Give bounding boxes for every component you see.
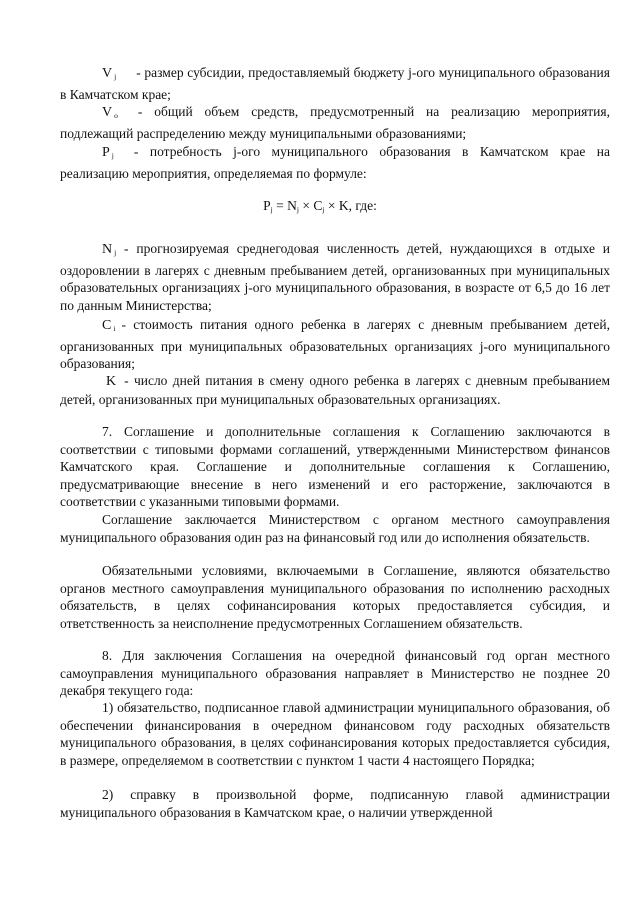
formula-equals: = xyxy=(272,198,288,213)
symbol-ci: C xyxy=(102,318,112,333)
formula-times-1: × xyxy=(298,198,314,213)
symbol-vj: V xyxy=(102,66,113,81)
formula-lhs: P xyxy=(263,198,271,213)
list-item-1: 1) обязательство, подписанное главой администрации муниципального образования, об обеспечении финансирования в очередном финансовом году расходных обязательств муниципального образования, в целях софинансирования которых предоставляется субсидия, в размере, определяемом в соответствии с пунктом 1 части 4 настоящего Порядка; xyxy=(60,700,610,768)
formula-lhs-subscript: j xyxy=(270,205,273,214)
symbol-pj: P xyxy=(102,145,110,160)
formula-c: C xyxy=(313,198,323,213)
definition-nj xyxy=(60,240,610,314)
formula-c-subscript: j xyxy=(322,205,325,214)
definition-vo-text: - общий объем средств, предусмотренный на реализацию мероприятия, подлежащий распределению между муниципальными образованиями; xyxy=(60,104,610,141)
definition-k xyxy=(60,372,610,408)
symbol-nj-subscript: j xyxy=(114,248,117,257)
definition-ci xyxy=(60,316,610,373)
definition-k-text: - число дней питания в смену одного ребенка в лагерях с дневным пребыванием детей, организованных при муниципальных образовательных организациях. xyxy=(60,373,610,407)
definition-pj-text: - потребность j-ого муниципального образования в Камчатском крае на реализацию мероприятия, определяемая по формуле: xyxy=(60,144,610,181)
definition-ci-text: - стоимость питания одного ребенка в лагерях с дневным пребыванием детей, организованных при муниципальных образовательных организациях j-ого муниципального образования; xyxy=(60,317,610,372)
paragraph-obligations: Обязательными условиями, включаемыми в Соглашение, являются обязательство органов местного самоуправления муниципального образования по исполнению расходных обязательств, в целях софинансирования которых предоставляется субсидия, и ответственность за неисполнение предусмотренных Соглашением обязательств. xyxy=(60,563,610,631)
definition-vo xyxy=(60,103,610,142)
definition-vj xyxy=(60,64,610,103)
formula-pj xyxy=(0,197,640,219)
definition-nj-text: - прогнозируемая среднегодовая численность детей, нуждающихся в отдыхе и оздоровлении в лагерях с дневным пребыванием детей, организованных при муниципальных образовательных организациях j-ого муниципального образования, в возрасте от 6,5 до 16 лет по данным Министерства; xyxy=(60,241,610,313)
paragraph-7: 7. Соглашение и дополнительные соглашения к Соглашению заключаются в соответствии с типовыми формами соглашений, утвержденными Министерством финансов Камчатского края. Соглашение и дополнительные соглашения к Соглашению, предусматривающие внесение в него изменений и его расторжение, заключаются в соответствии с указанными типовыми формами. xyxy=(60,424,610,510)
definition-vj-text: - размер субсидии, предоставляемый бюджету j-ого муниципального образования в Камчатском крае; xyxy=(60,65,610,102)
formula-n: N xyxy=(287,198,297,213)
formula-k: K xyxy=(338,198,349,213)
list-item-2: 2) справку в произвольной форме, подписанную главой администрации муниципального образования в Камчатском крае, о наличии утвержденной xyxy=(60,787,610,820)
definition-pj xyxy=(60,143,610,182)
formula-n-subscript: j xyxy=(296,205,299,214)
symbol-ci-subscript: i xyxy=(113,324,116,333)
paragraph-8: 8. Для заключения Соглашения на очередной финансовый год орган местного самоуправления муниципального образования направляет в Министерство не позднее 20 декабря текущего года: xyxy=(60,648,610,699)
symbol-nj: N xyxy=(102,242,113,257)
symbol-vj-subscript: j xyxy=(114,72,117,81)
symbol-vo-subscript: o xyxy=(114,111,118,120)
symbol-pj-subscript: j xyxy=(111,151,114,160)
paragraph-agreement: Соглашение заключается Министерством с органом местного самоуправления муниципального образования один раз на финансовый год или до исполнения обязательств. xyxy=(60,512,610,545)
symbol-vo: V xyxy=(102,105,113,120)
symbol-k: K xyxy=(106,374,117,389)
formula-times-2: × xyxy=(324,198,339,213)
formula-suffix: , где: xyxy=(348,198,377,213)
